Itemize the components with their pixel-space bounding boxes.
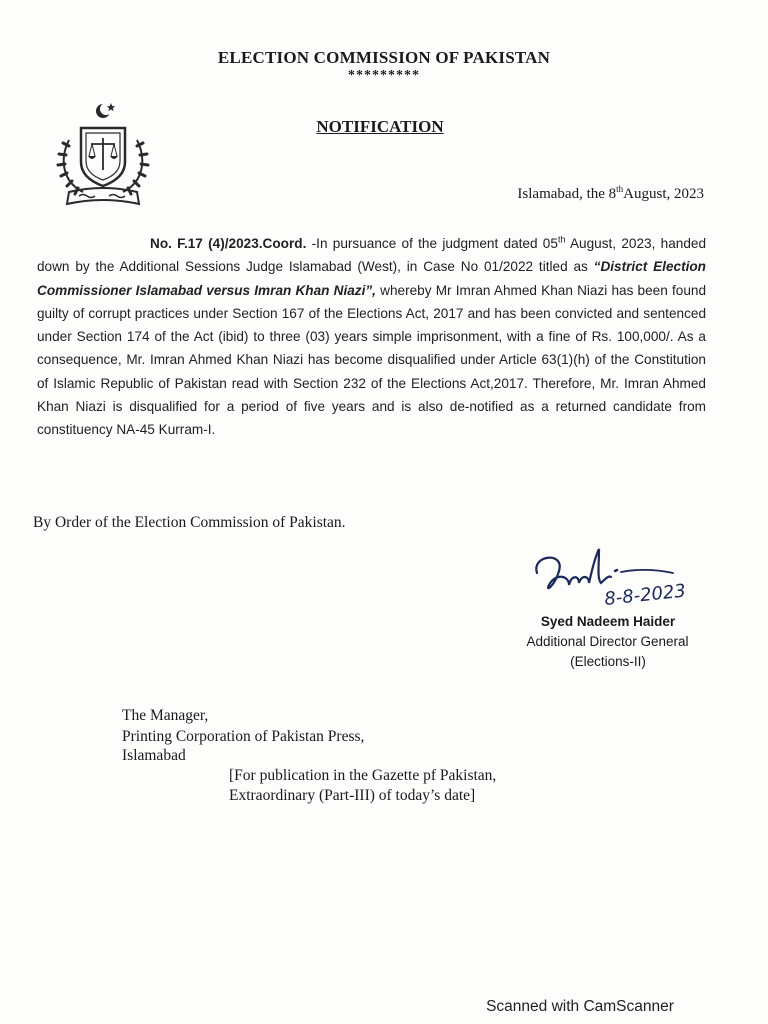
by-order-line: By Order of the Election Commission of Pakistan. bbox=[33, 514, 346, 531]
recipient-line-3: Islamabad bbox=[122, 747, 186, 764]
signature-block bbox=[525, 545, 710, 617]
reference-number: No. F.17 (4)/2023.Coord. bbox=[150, 236, 307, 251]
scanner-watermark: Scanned with CamScanner bbox=[486, 998, 674, 1015]
ecp-emblem-graphic bbox=[55, 100, 151, 210]
document-title: NOTIFICATION bbox=[316, 117, 444, 136]
date-ordinal-suffix: th bbox=[616, 184, 624, 194]
case-title: “District Election Commissioner Islamabad versus Imran Khan Niazi”, bbox=[37, 259, 706, 298]
recipient-line-1: The Manager, bbox=[122, 707, 209, 724]
body-text-3: whereby Mr Imran Ahmed Khan Niazi has been found guilty of corrupt practices under Section 167 of the Elections Act, 2017 and has been convicted and sentenced under Section 174 of the Act (ibid) to three (03) years simple imprisonment, with a fine of Rs. 100,000/. As a consequence, Mr. Imran Ahmed Khan Niazi has become disqualified under Article 63(1)(h) of the Constitution of Islamic Republic of Pakistan read with Section 232 of the Elections Act,2017. Therefore, Mr. Imran Ahmed Khan Niazi is disqualified for a period of five years and is also de-notified as a returned candidate from constituency NA-45 Kurram-I. bbox=[37, 282, 706, 438]
signatory-wing: (Elections-II) bbox=[570, 654, 646, 669]
signatory-name: Syed Nadeem Haider bbox=[540, 614, 676, 629]
publication-note-2: Extraordinary (Part-III) of today’s date] bbox=[229, 787, 476, 804]
notification-body bbox=[37, 232, 706, 442]
body-text-1: -In pursuance of the judgment dated 05 bbox=[306, 236, 558, 251]
date-prefix: Islamabad, the 8 bbox=[517, 186, 617, 202]
date-rest: August, 2023 bbox=[623, 186, 704, 202]
publication-note-1: [For publication in the Gazette pf Pakistan, bbox=[229, 767, 497, 784]
ecp-emblem-icon bbox=[55, 100, 151, 210]
body-text-2: August, 2023, handed down by the Additional Sessions Judge Islamabad (West), in Case No 01/2022 titled as bbox=[37, 236, 707, 275]
date-line bbox=[470, 184, 704, 203]
recipient-line-2: Printing Corporation of Pakistan Press, bbox=[122, 728, 365, 745]
signature-date: 8-8-2023 bbox=[603, 580, 687, 610]
title-stars: ********* bbox=[348, 68, 420, 83]
body-date-suffix: th bbox=[557, 234, 566, 245]
organization-title: ELECTION COMMISSION OF PAKISTAN bbox=[217, 48, 551, 67]
signatory-designation: Additional Director General bbox=[526, 634, 689, 649]
handwritten-signature bbox=[525, 545, 710, 617]
